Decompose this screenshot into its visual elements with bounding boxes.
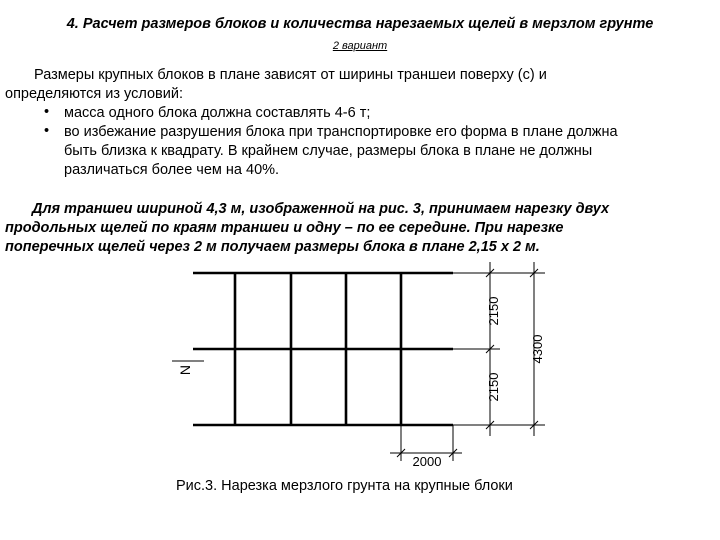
direction-label: N	[177, 364, 193, 376]
direction-arrow-icon	[172, 361, 204, 375]
dim-label-spacing: 2000	[412, 454, 442, 469]
intro-line-1: Размеры крупных блоков в плане зависят от ширины траншеи поверху (с) и	[34, 67, 547, 83]
conclusion-line-1: Для траншеи шириной 4,3 м, изображенной на рис. 3, принимаем нарезку двух	[32, 201, 610, 217]
conclusion-line-2: продольных щелей по краям траншеи и одну – по ее середине. При нарезке	[5, 220, 564, 236]
dim-label-lower: 2150	[486, 372, 501, 402]
condition-1-line-1: масса одного блока должна составлять 4-6 т;	[64, 105, 371, 121]
section-title: 4. Расчет размеров блоков и количества нарезаемых щелей в мерзлом грунте	[66, 16, 654, 32]
condition-2-line-2: быть близка к квадрату. В крайнем случае, размеры блока в плане не должны	[64, 143, 593, 159]
dimension-lines	[390, 262, 545, 461]
variant-subtitle: 2 вариант	[332, 40, 388, 52]
condition-2-line-3: различаться более чем на 40%.	[64, 162, 280, 178]
bullet-2: •	[44, 123, 50, 139]
figure-caption: Рис.3. Нарезка мерзлого грунта на крупные блоки	[176, 478, 513, 494]
bullet-1: •	[44, 104, 50, 120]
conclusion-line-3: поперечных щелей через 2 м получаем размеры блока в плане 2,15 х 2 м.	[5, 239, 540, 255]
dim-label-total: 4300	[530, 334, 545, 364]
block-grid	[193, 273, 453, 425]
condition-2-line-1: во избежание разрушения блока при транспортировке его форма в плане должна	[64, 124, 618, 140]
dim-label-upper: 2150	[486, 296, 501, 326]
intro-line-2: определяются из условий:	[5, 86, 183, 102]
